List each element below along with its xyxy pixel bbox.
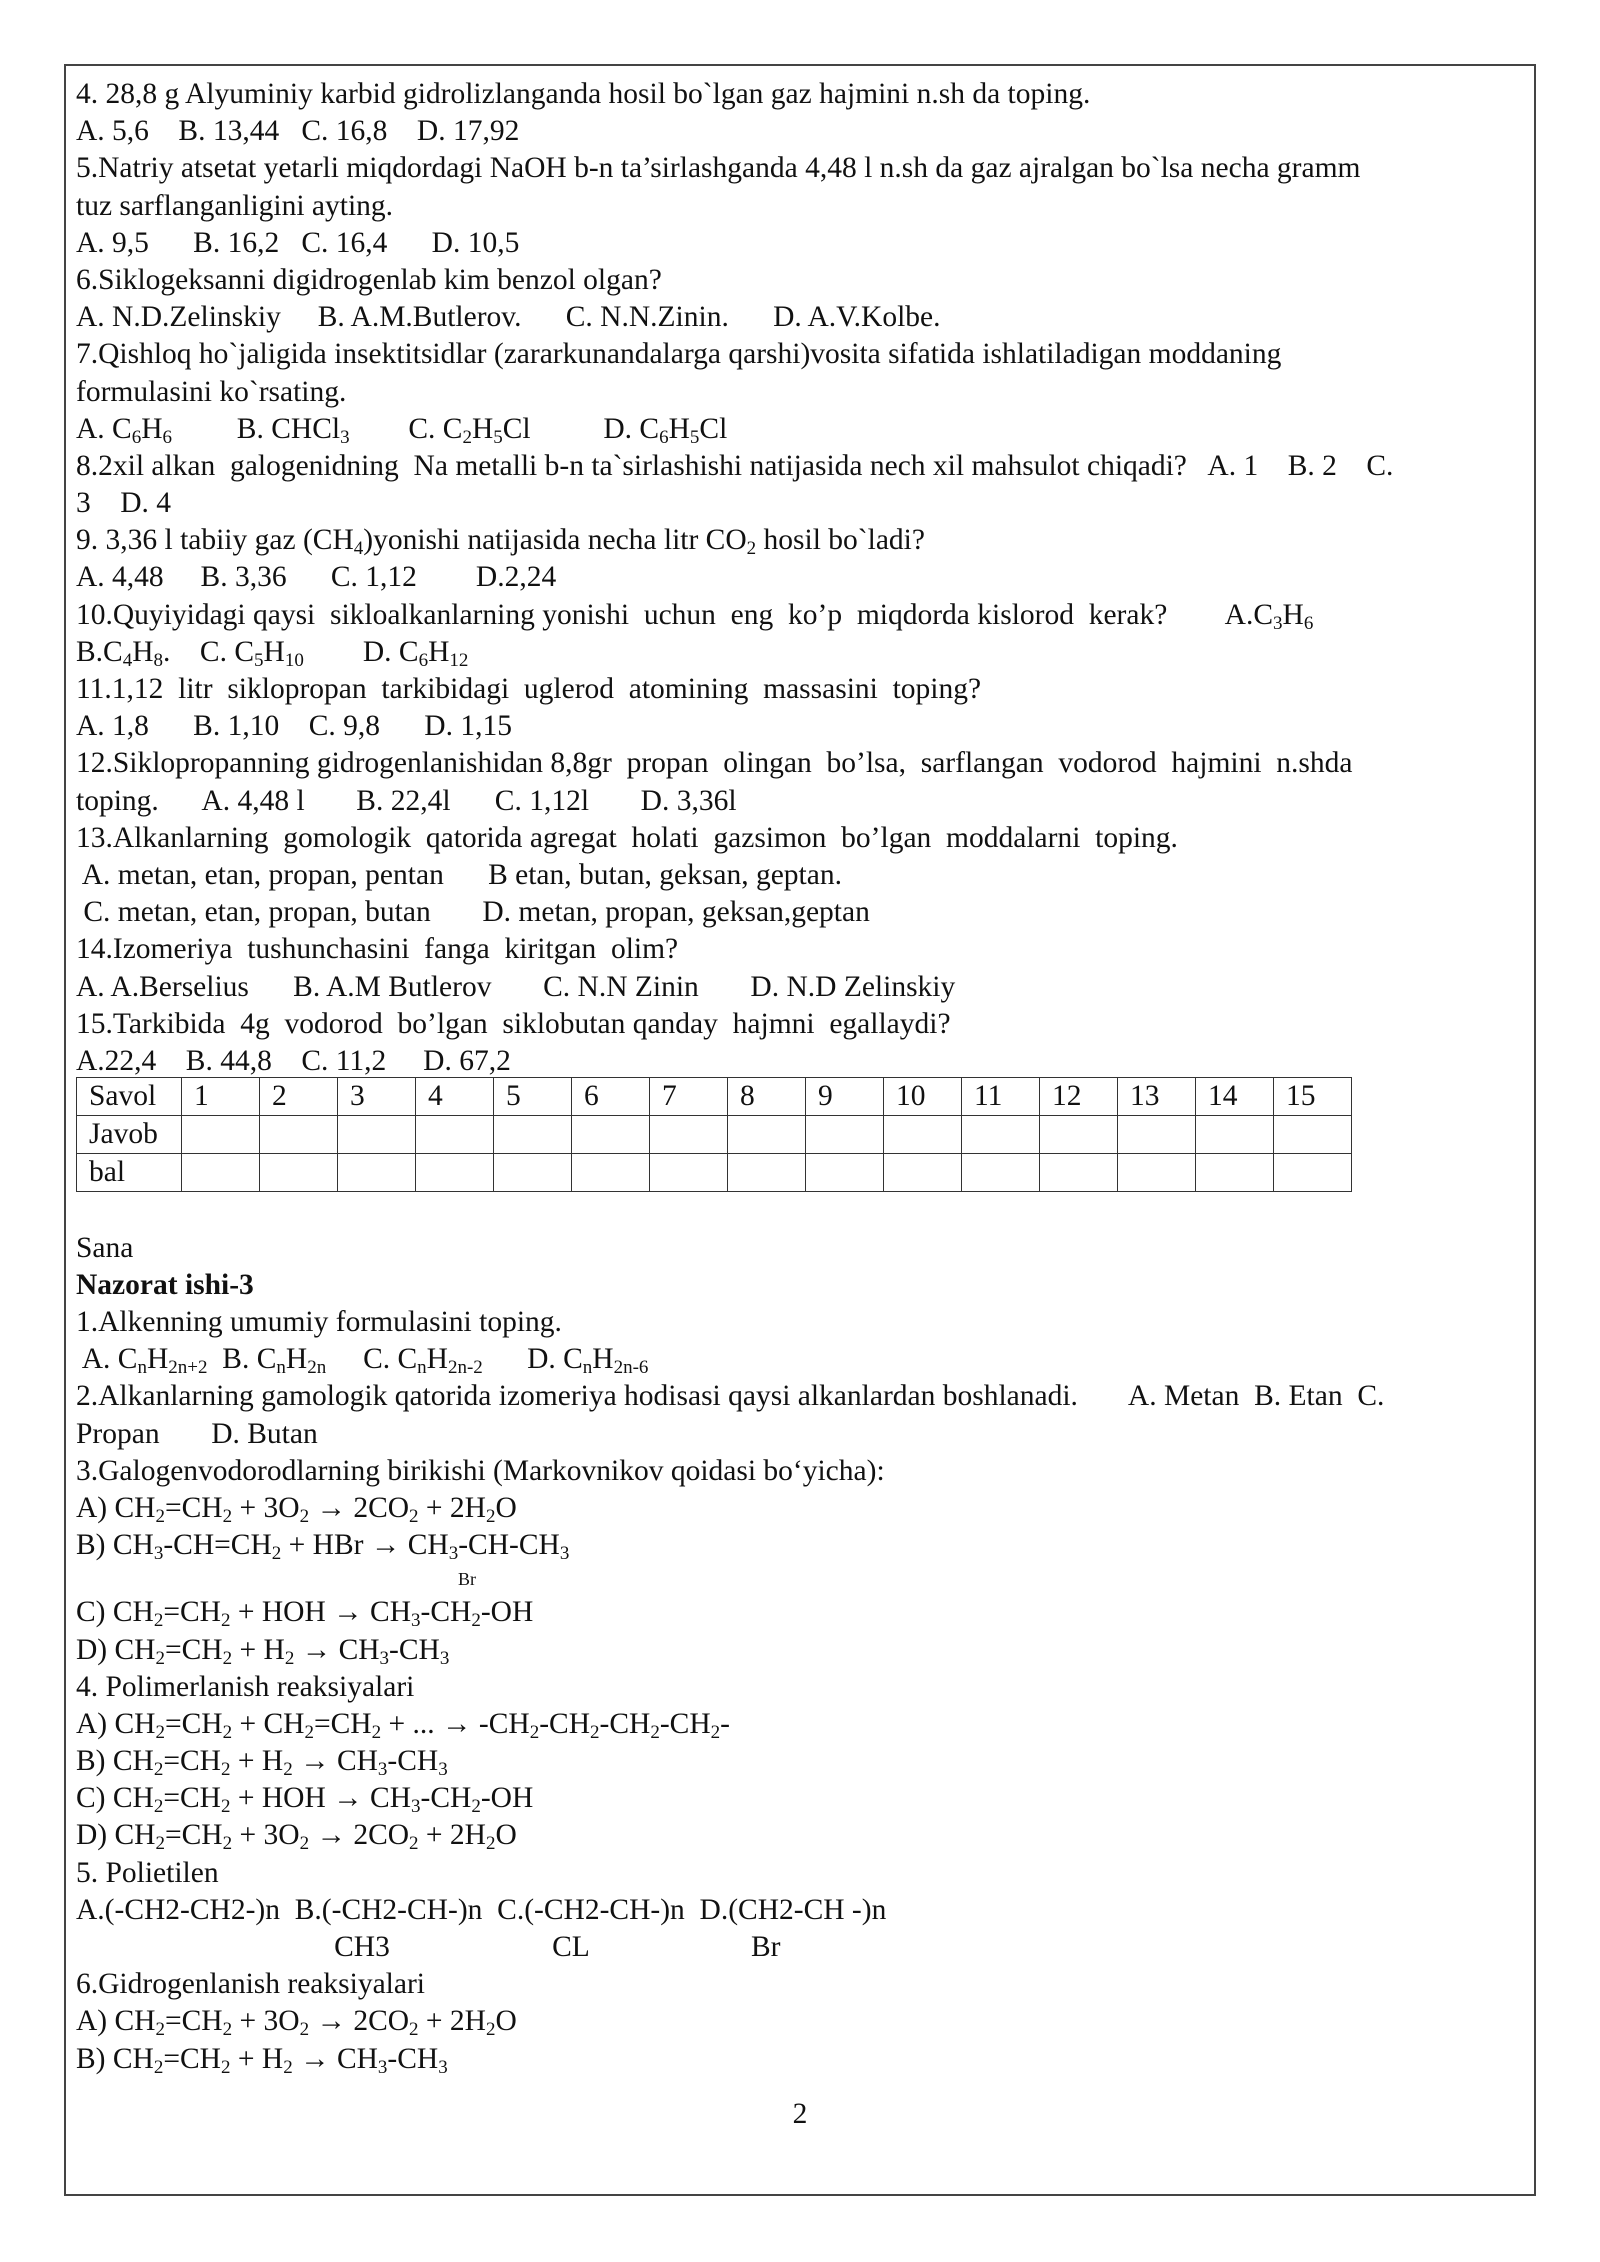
date-label: Sana bbox=[76, 1231, 134, 1264]
score-cell[interactable] bbox=[1040, 1154, 1118, 1192]
question-14: 14.Izomeriya tushunchasini fanga kiritgan olim? bbox=[76, 933, 679, 966]
answer-cell[interactable] bbox=[806, 1116, 884, 1154]
question-11-options: A. 1,8 B. 1,10 C. 9,8 D. 1,15 bbox=[76, 710, 512, 743]
column-number: 3 bbox=[338, 1077, 416, 1115]
row-label-javob: Javob bbox=[77, 1116, 182, 1154]
answer-cell[interactable] bbox=[416, 1116, 494, 1154]
score-cell[interactable] bbox=[182, 1154, 260, 1192]
question-7-options bbox=[76, 411, 1526, 448]
question-15-options: A.22,4 B. 44,8 C. 11,2 D. 67,2 bbox=[76, 1044, 511, 1077]
question-10-line-2: $B.C_4H_8$. C. $C_5H_{10}$ D. $C_6H_{12}$ bbox=[76, 635, 469, 671]
n-question-1: 1.Alkenning umumiy formulasini toping. bbox=[76, 1306, 562, 1339]
question-13-options-ab: A. metan, etan, propan, pentan B etan, butan, geksan, geptan. bbox=[76, 858, 842, 891]
score-cell[interactable] bbox=[728, 1154, 806, 1192]
answer-cell[interactable] bbox=[728, 1116, 806, 1154]
question-13: 13.Alkanlarning gomologik qatorida agregat holati gazsimon bo’lgan moddalarni toping. bbox=[76, 821, 1178, 854]
score-cell[interactable] bbox=[884, 1154, 962, 1192]
n6-reaction-b: B) $CH_2=CH_2 + H_2 \to CH_3-CH_3$ bbox=[76, 2042, 448, 2078]
question-4: 4. 28,8 g Alyuminiy karbid gidrolizlanganda hosil bo`lgan gaz hajmini n.sh da toping. bbox=[76, 78, 1091, 110]
answer-cell[interactable] bbox=[572, 1116, 650, 1154]
score-cell[interactable] bbox=[338, 1154, 416, 1192]
question-8-line-1: 8.2xil alkan galogenidning Na metalli b-n ta`sirlashishi natijasida nech xil mahsulot chiqadi? A. 1 B. 2 C. bbox=[76, 449, 1394, 482]
column-number: 12 bbox=[1040, 1077, 1118, 1115]
n-question-1-options: A. $C_nH_{2n+2}$ B. $C_nH_{2n}$ C. $C_nH_{2n-2}$ D. $C_nH_{2n-6}$ bbox=[76, 1343, 649, 1379]
question-7-line-2: formulasini ko`rsating. bbox=[76, 375, 347, 408]
n4-reaction-a: A) $CH_2=CH_2 + CH_2=CH_2$ + ... → $-CH_2-CH_2-CH_2-CH_2-$ bbox=[76, 1707, 730, 1743]
column-number: 1 bbox=[182, 1077, 260, 1115]
answer-cell[interactable] bbox=[1274, 1116, 1352, 1154]
n6-reaction-a: A) $CH_2=CH_2 + 3O_2 \to 2CO_2 + 2H_2O$ bbox=[76, 2005, 517, 2041]
question-11: 11.1,12 litr siklopropan tarkibidagi uglerod atomining massasini toping? bbox=[76, 673, 982, 705]
question-10-line-1: 10.Quyiyidagi qaysi sikloalkanlarning yonishi uchun eng ko’p miqdorda kislorod kerak? $A.C_3H_6$ bbox=[76, 598, 1314, 634]
answer-cell[interactable] bbox=[260, 1116, 338, 1154]
answer-table-row-savol bbox=[77, 1077, 1352, 1115]
column-number: 14 bbox=[1196, 1077, 1274, 1115]
column-number: 10 bbox=[884, 1077, 962, 1115]
answer-cell[interactable] bbox=[1118, 1116, 1196, 1154]
answer-cell[interactable] bbox=[494, 1116, 572, 1154]
question-5-options: A. 9,5 B. 16,2 C. 16,4 D. 10,5 bbox=[76, 226, 520, 259]
column-number: 5 bbox=[494, 1077, 572, 1115]
question-5-line-1: 5.Natriy atsetat yetarli miqdordagi NaOH b-n ta’sirlashganda 4,48 l n.sh da gaz ajralgan bo`lsa necha gramm bbox=[76, 152, 1361, 185]
q7-option-c: C. $C_2H_5Cl$ bbox=[408, 412, 531, 448]
row-label-savol: Savol bbox=[77, 1077, 182, 1115]
column-number: 8 bbox=[728, 1077, 806, 1115]
n5-substituents: CH3 CL Br bbox=[76, 1931, 781, 1964]
n-question-4-title: 4. Polimerlanish reaksiyalari bbox=[76, 1670, 415, 1703]
row-label-bal: bal bbox=[77, 1154, 182, 1192]
answer-cell[interactable] bbox=[962, 1116, 1040, 1154]
n4-reaction-c: C) $CH_2=CH_2$ + HOH → $CH_3-CH_2-OH$ bbox=[76, 1782, 534, 1818]
n3-reaction-a: A) $CH_2=CH_2 + 3O_2 \to 2CO_2 + 2H_2O$ bbox=[76, 1491, 517, 1527]
column-number: 6 bbox=[572, 1077, 650, 1115]
n-question-3-title: 3.Galogenvodorodlarning birikishi (Markovnikov qoidasi bo‘yicha): bbox=[76, 1454, 885, 1487]
score-cell[interactable] bbox=[572, 1154, 650, 1192]
answer-cell[interactable] bbox=[338, 1116, 416, 1154]
question-12-line-1: 12.Siklopropanning gidrogenlanishidan 8,8gr propan olingan bo’lsa, sarflangan vodorod hajmini n.shda bbox=[76, 747, 1353, 780]
column-number: 15 bbox=[1274, 1077, 1352, 1115]
question-15: 15.Tarkibida 4g vodorod bo’lgan siklobutan qanday hajmni egallaydi? bbox=[76, 1007, 951, 1040]
column-number: 7 bbox=[650, 1077, 728, 1115]
n-question-5-title: 5. Polietilen bbox=[76, 1856, 219, 1889]
n5-formulas: A.(-CH2-CH2-)n B.(-CH2-CH-)n C.(-CH2-CH-)n D.(CH2-CH -)n bbox=[76, 1893, 887, 1926]
n3-reaction-d: D) $CH_2=CH_2 + H_2 \to CH_3-CH_3$ bbox=[76, 1633, 450, 1669]
question-5-line-2: tuz sarflanganligini ayting. bbox=[76, 189, 394, 222]
n4-reaction-d: D) $CH_2=CH_2 + 3O_2 \to 2CO_2 + 2H_2O$ bbox=[76, 1819, 517, 1855]
question-6: 6.Siklogeksanni digidrogenlab kim benzol olgan? bbox=[76, 263, 662, 296]
column-number: 11 bbox=[962, 1077, 1040, 1115]
q7-option-b: B. CHCl$_3$ bbox=[236, 412, 350, 448]
column-number: 13 bbox=[1118, 1077, 1196, 1115]
answer-cell[interactable] bbox=[1040, 1116, 1118, 1154]
column-number: 9 bbox=[806, 1077, 884, 1115]
question-9-options: A. 4,48 B. 3,36 C. 1,12 D.2,24 bbox=[76, 561, 557, 594]
answer-table-row-javob bbox=[77, 1116, 1352, 1154]
answer-table bbox=[76, 1077, 1352, 1193]
n3-reaction-c: C) $CH_2=CH_2$ + HOH → $CH_3-CH_2-OH$ bbox=[76, 1596, 534, 1632]
worksheet-content bbox=[76, 76, 1526, 2078]
section-title: Nazorat ishi-3 bbox=[76, 1268, 254, 1301]
score-cell[interactable] bbox=[260, 1154, 338, 1192]
n-question-2-line-1: 2.Alkanlarning gamologik qatorida izomeriya hodisasi qaysi alkanlardan boshlanadi. A. Metan B. Etan C. bbox=[76, 1380, 1385, 1413]
question-7-line-1: 7.Qishloq ho`jaligida insektitsidlar (zararkunandalarga qarshi)vosita sifatida ishlatiladigan moddaning bbox=[76, 338, 1282, 371]
question-8-line-2: 3 D. 4 bbox=[76, 487, 172, 520]
q7-option-d: D. $C_6H_5Cl$ bbox=[603, 412, 728, 448]
question-9: 9. 3,36 l tabiiy gaz $(CH_4)yonishi$ natijasida necha litr $CO_2$ hosil bo`ladi? bbox=[76, 524, 925, 560]
score-cell[interactable] bbox=[650, 1154, 728, 1192]
answer-cell[interactable] bbox=[1196, 1116, 1274, 1154]
answer-cell[interactable] bbox=[182, 1116, 260, 1154]
n-question-6-title: 6.Gidrogenlanish reaksiyalari bbox=[76, 1968, 425, 2001]
score-cell[interactable] bbox=[806, 1154, 884, 1192]
column-number: 2 bbox=[260, 1077, 338, 1115]
column-number: 4 bbox=[416, 1077, 494, 1115]
n-question-2-line-2: Propan D. Butan bbox=[76, 1417, 318, 1450]
score-cell[interactable] bbox=[1118, 1154, 1196, 1192]
n4-reaction-b: B) $CH_2=CH_2 + H_2 \to CH_3-CH_3$ bbox=[76, 1745, 448, 1781]
score-cell[interactable] bbox=[416, 1154, 494, 1192]
answer-table-row-bal bbox=[77, 1154, 1352, 1192]
question-4-options: A. 5,6 B. 13,44 C. 16,8 D. 17,92 bbox=[76, 115, 520, 148]
bromine-label: Br bbox=[458, 1569, 476, 1590]
question-14-options: A. A.Berselius B. A.M Butlerov C. N.N Zinin D. N.D Zelinskiy bbox=[76, 970, 956, 1003]
question-6-options: A. N.D.Zelinskiy B. A.M.Butlerov. C. N.N.Zinin. D. A.V.Kolbe. bbox=[76, 301, 941, 334]
q7-option-a: A. $C_6H_6$ bbox=[76, 412, 173, 448]
question-12-line-2: toping. A. 4,48 l B. 22,4l C. 1,12l D. 3,36l bbox=[76, 784, 737, 817]
question-13-options-cd: C. metan, etan, propan, butan D. metan, propan, geksan,geptan bbox=[76, 896, 870, 929]
score-cell[interactable] bbox=[494, 1154, 572, 1192]
n3-reaction-b: B) $CH_3-CH=CH_2$ + HBr → $CH_3-CH-CH_3$ bbox=[76, 1529, 570, 1565]
answer-cell[interactable] bbox=[650, 1116, 728, 1154]
score-cell[interactable] bbox=[1196, 1154, 1274, 1192]
page-number: 2 bbox=[792, 2098, 808, 2130]
answer-cell[interactable] bbox=[884, 1116, 962, 1154]
score-cell[interactable] bbox=[962, 1154, 1040, 1192]
score-cell[interactable] bbox=[1274, 1154, 1352, 1192]
